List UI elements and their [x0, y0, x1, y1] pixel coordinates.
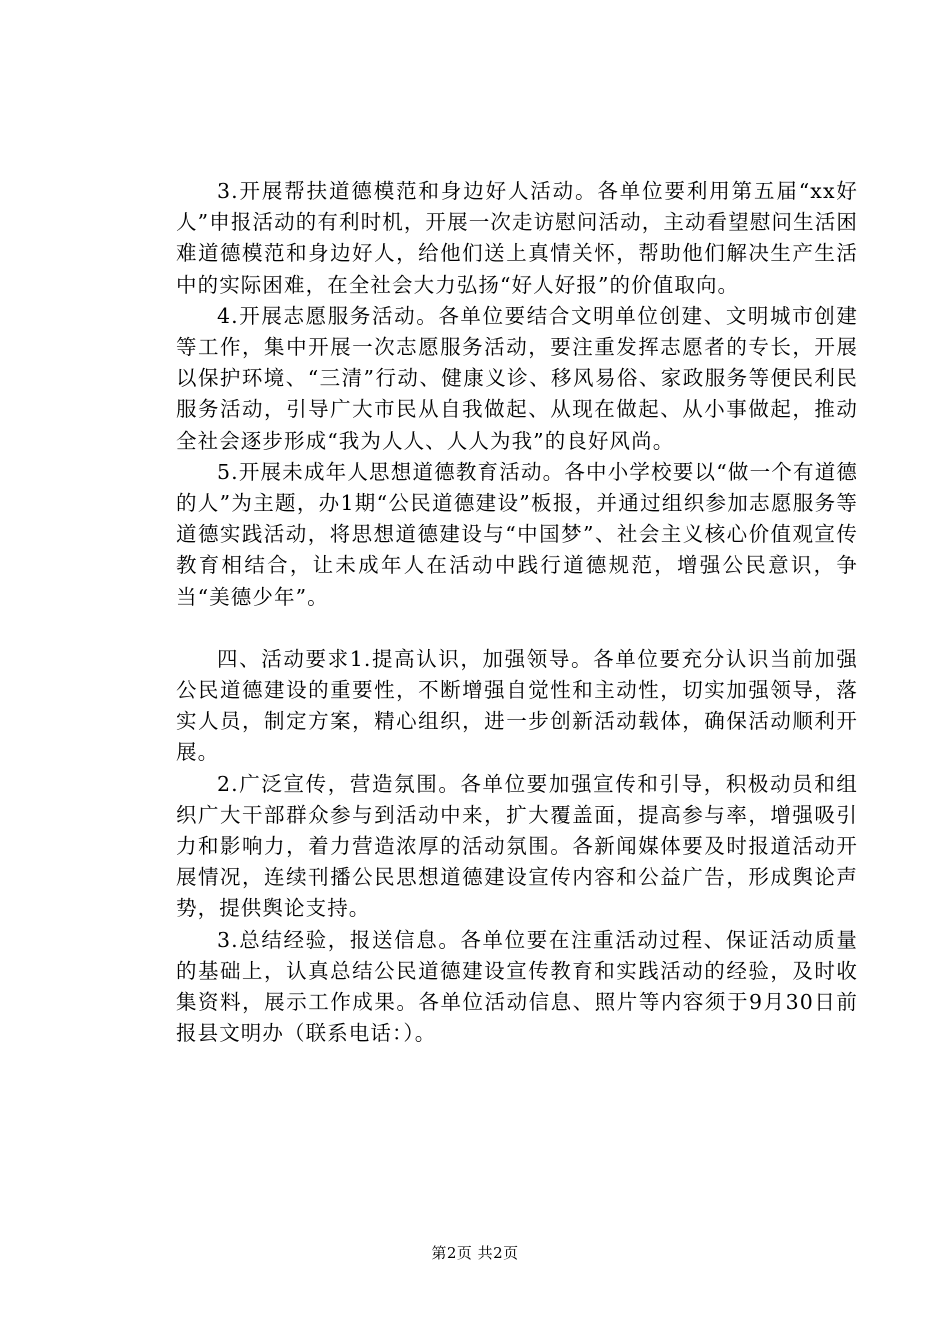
paragraph-requirement-3: 3.总结经验，报送信息。各单位要在注重活动过程、保证活动质量的基础上，认真总结公民道德建设宣传教育和实践活动的经验，及时收集资料，展示工作成果。各单位活动信息、照片等内容须于9月30日前报县文明办（联系电话：）。 — [176, 927, 858, 1046]
paragraph-section-four: 四、活动要求1.提高认识，加强领导。各单位要充分认识当前加强公民道德建设的重要性，不断增强自觉性和主动性，切实加强领导，落实人员，制定方案，精心组织，进一步创新活动载体，确保活动顺利开展。 — [176, 646, 858, 765]
paragraph-requirement-2: 2.广泛宣传，营造氛围。各单位要加强宣传和引导，积极动员和组织广大干部群众参与到活动中来，扩大覆盖面，提高参与率，增强吸引力和影响力，着力营造浓厚的活动氛围。各新闻媒体要及时报道活动开展情况，连续刊播公民思想道德建设宣传内容和公益广告，形成舆论声势，提供舆论支持。 — [176, 771, 858, 921]
section-spacer — [176, 613, 858, 644]
document-body — [176, 176, 858, 1049]
paragraph-item-4: 4.开展志愿服务活动。各单位要结合文明单位创建、文明城市创建等工作，集中开展一次志愿服务活动，要注重发挥志愿者的专长，开展以保护环境、“三清”行动、健康义诊、移风易俗、家政服务等便民利民服务活动，引导广大市民从自我做起、从现在做起、从小事做起，推动全社会逐步形成“我为人人、人人为我”的良好风尚。 — [176, 303, 858, 453]
page-number-footer: 第2页 共2页 — [431, 1244, 519, 1262]
paragraph-item-3: 3.开展帮扶道德模范和身边好人活动。各单位要利用第五届“xx好人”申报活动的有利时机，开展一次走访慰问活动，主动看望慰问生活困难道德模范和身边好人，给他们送上真情关怀，帮助他们解决生产生活中的实际困难，在全社会大力弘扬“好人好报”的价值取向。 — [176, 179, 858, 297]
paragraph-item-5: 5.开展未成年人思想道德教育活动。各中小学校要以“做一个有道德的人”为主题，办1期“公民道德建设”板报，并通过组织参加志愿服务等道德实践活动，将思想道德建设与“中国梦”、社会主义核心价值观宣传教育相结合，让未成年人在活动中践行道德规范，增强公民意识，争当“美德少年”。 — [176, 459, 858, 609]
